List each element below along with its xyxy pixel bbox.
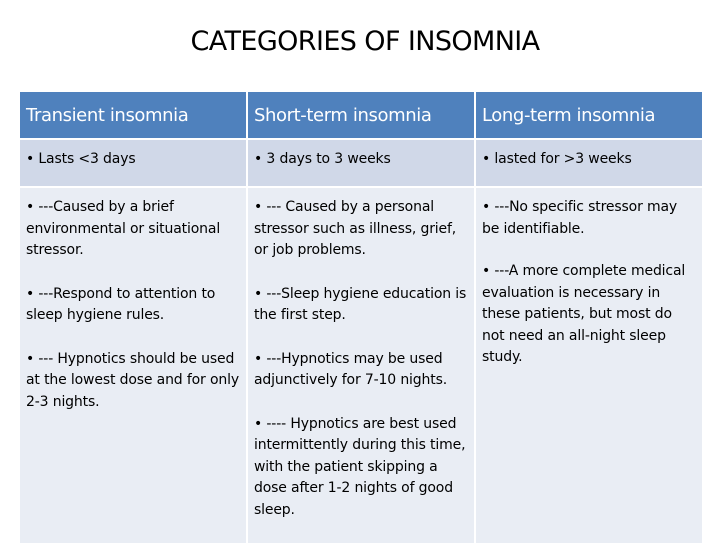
header-short-term: Short-term insomnia (248, 92, 474, 138)
duration-long-term: • lasted for >3 weeks (476, 140, 702, 186)
duration-short-term: • 3 days to 3 weeks (248, 140, 474, 186)
duration-transient: • Lasts <3 days (20, 140, 246, 186)
long-term-evaluation: • ---A more complete medical evaluation is necessary in these patients, but most do not need an all-night sleep study. (482, 263, 686, 365)
transient-hypnotics: • --- Hypnotics should be used at the lowest dose and for only 2-3 nights. (26, 350, 239, 410)
header-row (20, 92, 702, 138)
details-row (20, 188, 702, 543)
details-short-term (248, 188, 474, 543)
short-term-cause: • --- Caused by a personal stressor such as illness, grief, or job problems. (254, 199, 457, 258)
transient-cause: • ---Caused by a brief environmental or situational stressor. (26, 199, 221, 258)
duration-row (20, 140, 702, 186)
short-term-sleep-hygiene: • ---Sleep hygiene education is the first step. (254, 285, 467, 323)
short-term-intermittent-use: • ---- Hypnotics are best used intermittently during this time, with the patient skipping a dose after 1-2 nights of good sleep. (254, 415, 466, 518)
header-transient: Transient insomnia (20, 92, 246, 138)
short-term-hypnotics: • ---Hypnotics may be used adjunctively for 7-10 nights. (254, 350, 448, 388)
long-term-stressor: • ---No specific stressor may be identifiable. (482, 199, 678, 237)
transient-sleep-hygiene: • ---Respond to attention to sleep hygiene rules. (26, 285, 216, 323)
details-long-term (476, 188, 702, 543)
page-title: CATEGORIES OF INSOMNIA (190, 26, 540, 57)
header-long-term: Long-term insomnia (476, 92, 702, 138)
details-transient (20, 188, 246, 543)
insomnia-categories-table (18, 90, 704, 545)
